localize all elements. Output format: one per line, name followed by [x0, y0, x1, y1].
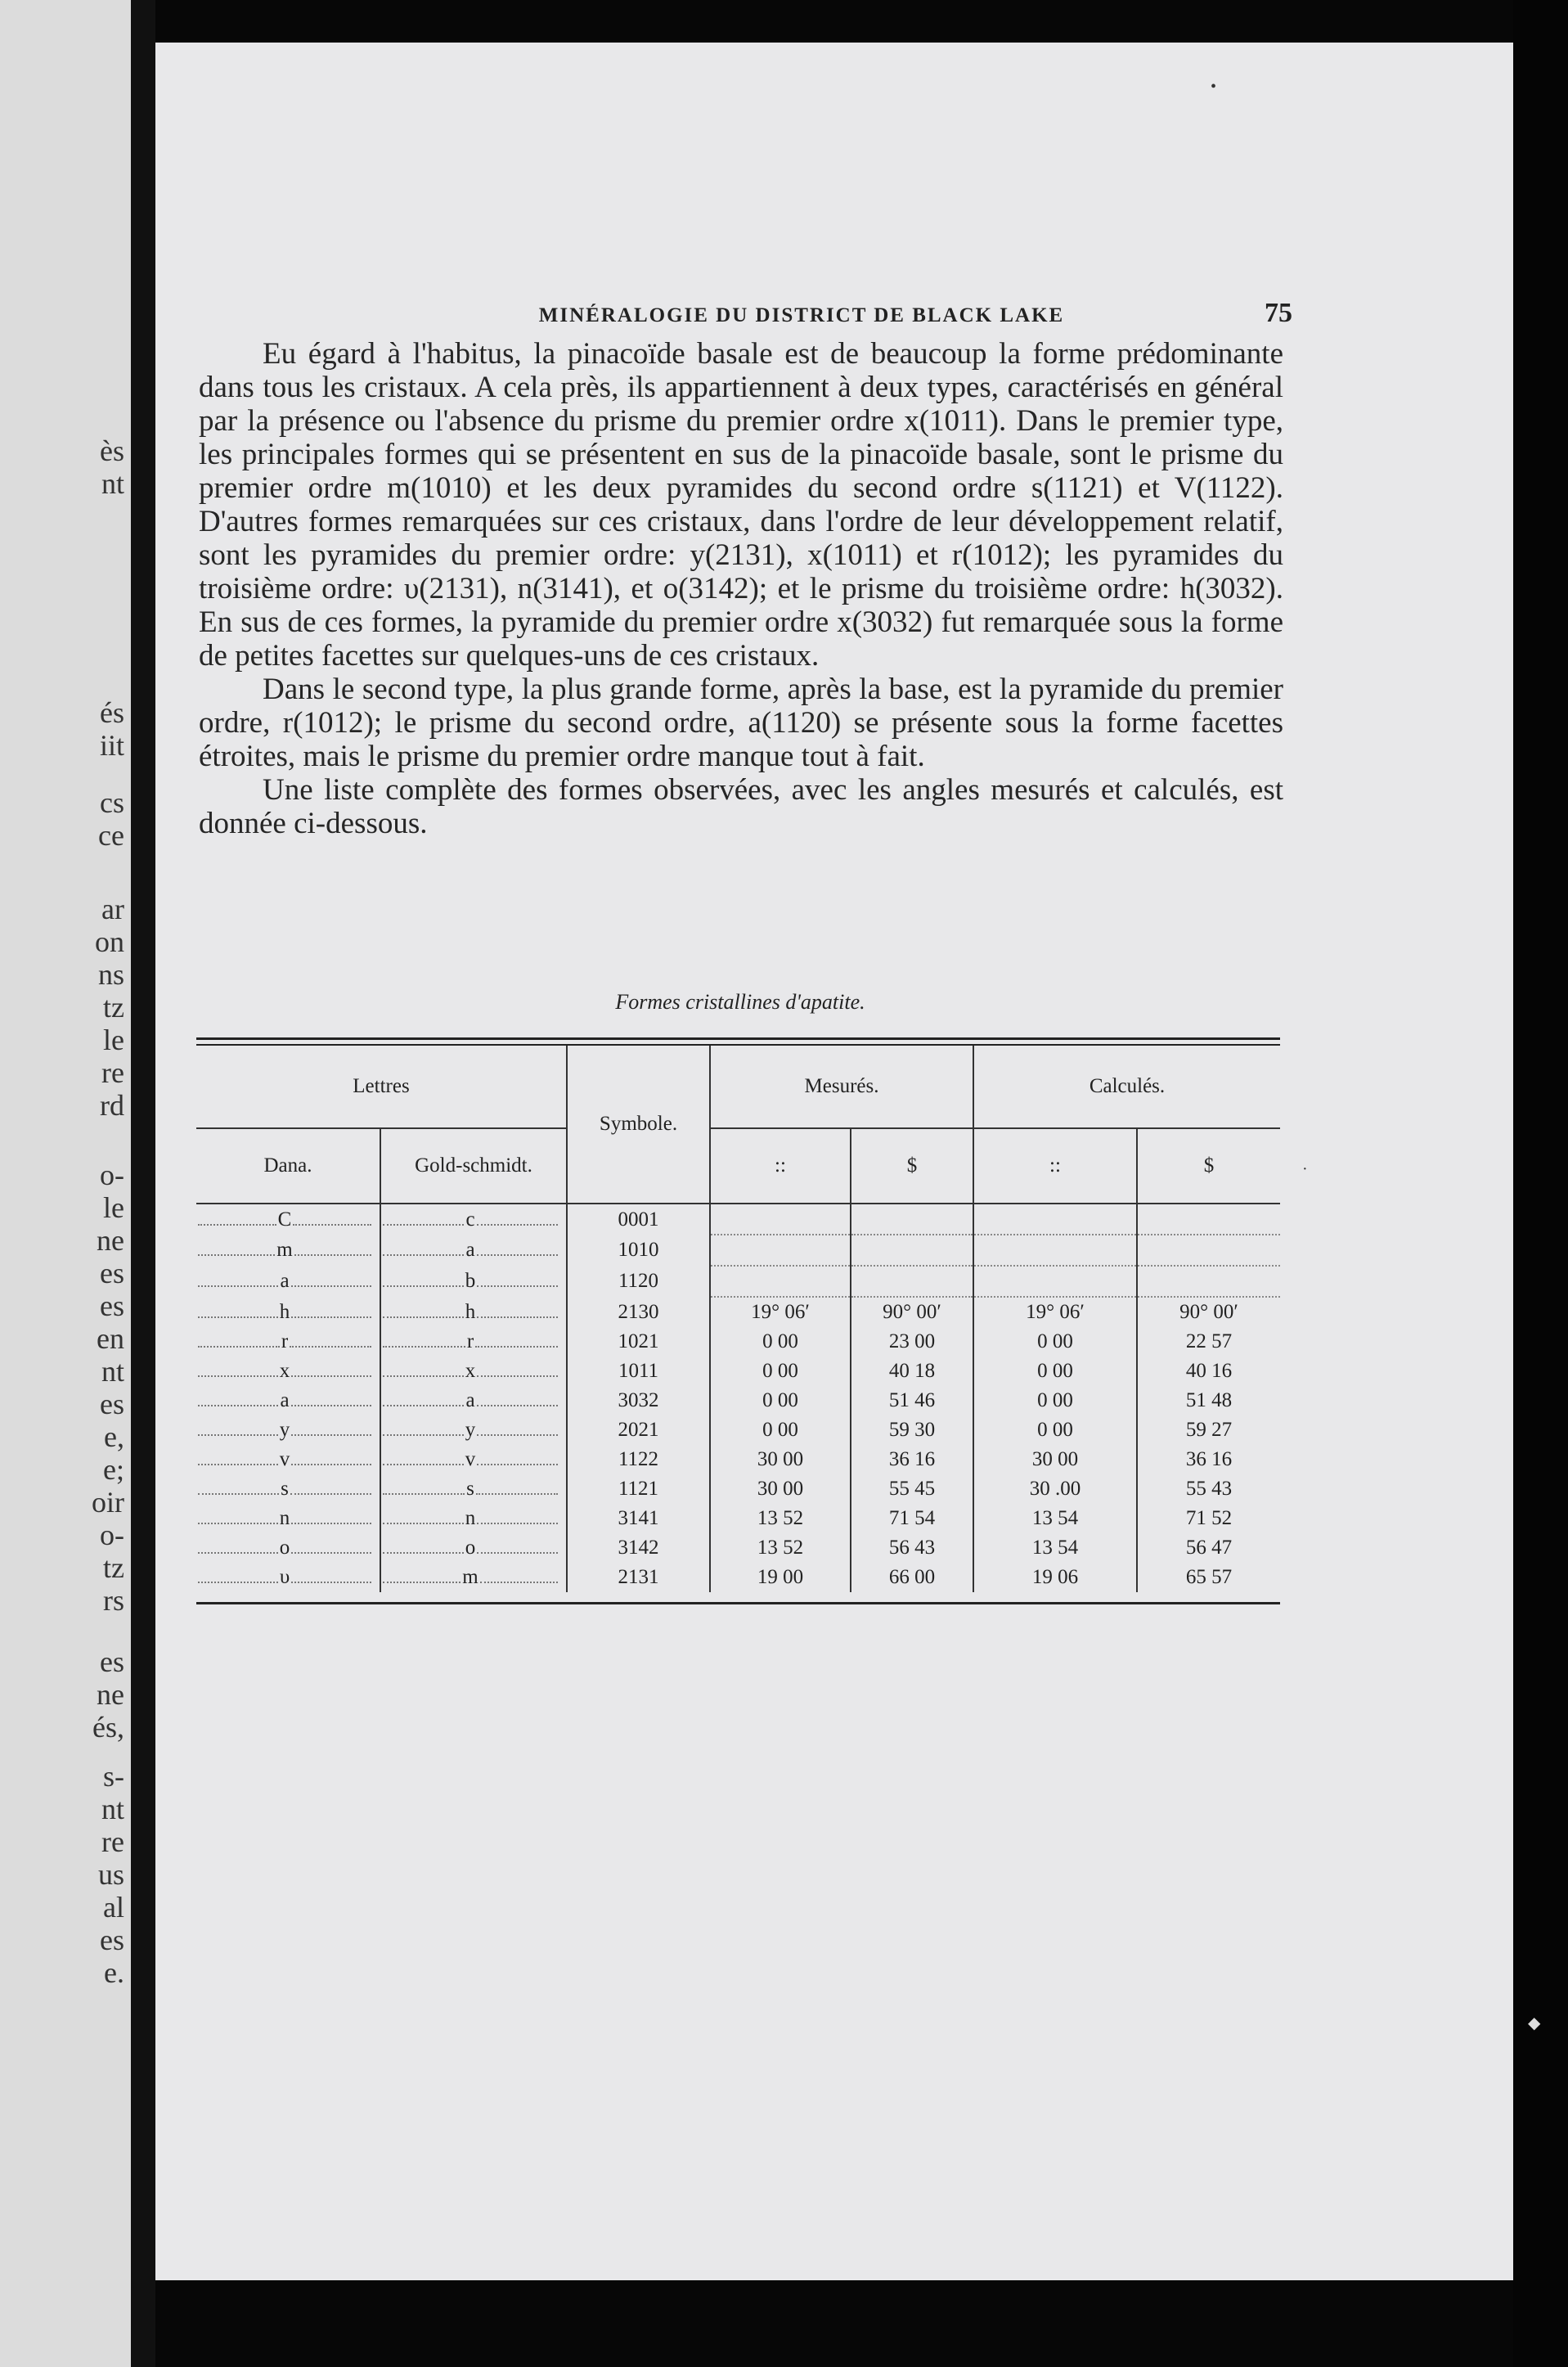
angle-cell: 0 00: [710, 1415, 851, 1445]
dana-letter: m: [276, 1239, 293, 1261]
scan-speck: ◆: [1528, 2014, 1541, 2032]
angle-cell: 56 47: [1137, 1533, 1280, 1563]
paragraph-2: Dans le second type, la plus grande forme, après la base, est la pyramide du premier ordre, r(1012); le prisme du second ordre, a(1120) se présente sous la forme facettes étroites, mais le prisme du premier ordre manque tout à fait.: [199, 673, 1283, 773]
facing-page-fragment: le: [103, 1024, 124, 1056]
facing-page-fragment: es: [100, 1289, 124, 1322]
angle-cell: [973, 1204, 1137, 1235]
angle-cell: 0 00: [710, 1357, 851, 1386]
header-dana: Dana.: [196, 1128, 380, 1204]
table-row: [196, 1297, 1280, 1327]
angle-cell: [710, 1235, 851, 1266]
angle-cell: 40 18: [851, 1357, 973, 1386]
angle-cell: 55 43: [1137, 1474, 1280, 1504]
angle-cell: [1137, 1266, 1280, 1297]
facing-page-fragment: e,: [104, 1420, 124, 1453]
angle-cell: 13 54: [973, 1504, 1137, 1533]
dana-letter: h: [279, 1300, 290, 1323]
dana-letter: n: [279, 1507, 290, 1529]
symbole-cell: 1120: [567, 1266, 710, 1297]
angle-cell: 22 57: [1137, 1327, 1280, 1357]
dana-letter: υ: [279, 1566, 290, 1588]
facing-page-fragment: oir: [92, 1486, 124, 1519]
formes-table: [196, 1046, 1280, 1592]
angle-cell: 0 00: [973, 1386, 1137, 1415]
angle-cell: 71 52: [1137, 1504, 1280, 1533]
angle-cell: 0 00: [973, 1415, 1137, 1445]
angle-cell: 59 27: [1137, 1415, 1280, 1445]
dana-letter: o: [279, 1537, 290, 1559]
angle-cell: 36 16: [1137, 1445, 1280, 1474]
symbole-cell: 1021: [567, 1327, 710, 1357]
table-body: [196, 1204, 1280, 1592]
header-calcules: Calculés.: [973, 1046, 1280, 1128]
angle-cell: 19° 06′: [973, 1297, 1137, 1327]
facing-page-fragment: re: [101, 1056, 124, 1089]
goldschmidt-letter: x: [465, 1360, 476, 1382]
angle-cell: [710, 1204, 851, 1235]
header-mesures-phi: ::: [710, 1128, 851, 1204]
facing-page-fragment: al: [103, 1891, 124, 1924]
facing-page-fragment: nt: [101, 467, 124, 500]
paragraph-1: Eu égard à l'habitus, la pinacoïde basale est de beaucoup la forme prédominante dans tous les cristaux. A cela près, ils appartiennent à deux types, caractérisés en général par la présence ou l'absence du prisme du premier ordre x(1011). Dans le premier type, les principales formes qui se présentent en sus de la pinacoïde basale, sont le prisme du premier ordre m(1010) et les deux pyramides du second ordre s(1121) et V(1122). D'autres formes remarquées sur ces cristaux, dans l'ordre de leur développement relatif, sont les pyramides du premier ordre: y(2131), x(1011) et r(1012); les pyramides du troisième ordre: υ(2131), n(3141), et o(3142); et le prisme du troisième ordre: h(3032). En sus de ces formes, la pyramide du premier ordre x(3032) fut remarquée sous la forme de petites facettes sur quelques-uns de ces cristaux.: [199, 337, 1283, 673]
angle-cell: 30 00: [973, 1445, 1137, 1474]
facing-page-fragment: rs: [103, 1584, 124, 1617]
table-row: [196, 1386, 1280, 1415]
angle-cell: [973, 1266, 1137, 1297]
angle-cell: 0 00: [973, 1357, 1137, 1386]
table-row: [196, 1474, 1280, 1504]
facing-page-fragment: es: [100, 1645, 124, 1678]
facing-page-fragment: tz: [103, 1551, 124, 1584]
symbole-cell: 0001: [567, 1204, 710, 1235]
angle-cell: 19 06: [973, 1563, 1137, 1592]
dana-letter: v: [279, 1448, 290, 1470]
facing-page-fragment: e;: [103, 1453, 124, 1486]
goldschmidt-letter: m: [462, 1566, 478, 1588]
facing-page-fragment: es: [100, 1388, 124, 1420]
angle-cell: [1137, 1235, 1280, 1266]
facing-page-fragment: és: [100, 696, 124, 729]
facing-page-fragment: ns: [97, 958, 124, 991]
header-goldschmidt: Gold-schmidt.: [380, 1128, 567, 1204]
facing-page-fragment: es: [100, 1924, 124, 1956]
angle-cell: 71 54: [851, 1504, 973, 1533]
table-row: [196, 1357, 1280, 1386]
paragraph-3: Une liste complète des formes observées, avec les angles mesurés et calculés, est donnée ci-dessous.: [199, 773, 1283, 840]
angle-cell: 13 52: [710, 1504, 851, 1533]
header-symbole: Symbole.: [567, 1046, 710, 1204]
dana-letter: s: [281, 1478, 289, 1500]
dana-letter: a: [280, 1270, 290, 1292]
goldschmidt-letter: b: [465, 1270, 476, 1292]
table-row: [196, 1415, 1280, 1445]
angle-cell: 19 00: [710, 1563, 851, 1592]
angle-cell: 40 16: [1137, 1357, 1280, 1386]
angle-cell: 66 00: [851, 1563, 973, 1592]
facing-page-fragment: s-: [103, 1760, 124, 1793]
facing-page-fragment: en: [97, 1322, 124, 1355]
table-caption: Formes cristallines d'apatite.: [615, 990, 865, 1014]
symbole-cell: 3032: [567, 1386, 710, 1415]
facing-page-fragment: ne: [97, 1678, 124, 1711]
facing-page-fragment: cs: [100, 786, 124, 819]
table-row: [196, 1327, 1280, 1357]
table-row: [196, 1235, 1280, 1266]
book-spine: [131, 0, 155, 2367]
angle-cell: [851, 1204, 973, 1235]
goldschmidt-letter: s: [466, 1478, 474, 1500]
angle-cell: 36 16: [851, 1445, 973, 1474]
angle-cell: 90° 00′: [1137, 1297, 1280, 1327]
goldschmidt-letter: c: [465, 1208, 475, 1231]
table-row: [196, 1533, 1280, 1563]
facing-page-fragment: iit: [99, 729, 124, 762]
facing-page-fragment: ce: [98, 819, 124, 852]
facing-page-strip: [0, 0, 131, 2367]
facing-page-fragment: on: [95, 925, 124, 958]
symbole-cell: 2021: [567, 1415, 710, 1445]
header-mesures: Mesurés.: [710, 1046, 973, 1128]
angle-cell: 55 45: [851, 1474, 973, 1504]
goldschmidt-letter: r: [466, 1330, 474, 1352]
facing-page-fragment: ne: [97, 1224, 124, 1257]
angle-cell: 65 57: [1137, 1563, 1280, 1592]
angle-cell: 19° 06′: [710, 1297, 851, 1327]
angle-cell: 30 00: [710, 1445, 851, 1474]
header-calcules-phi: ::: [973, 1128, 1137, 1204]
angle-cell: 51 48: [1137, 1386, 1280, 1415]
facing-page-fragment: ès: [100, 434, 124, 467]
dana-letter: a: [280, 1389, 290, 1411]
angle-cell: 30 .00: [973, 1474, 1137, 1504]
angle-cell: 0 00: [710, 1327, 851, 1357]
dana-letter: r: [281, 1330, 289, 1352]
facing-page-fragment: o-: [100, 1159, 124, 1191]
facing-page-fragment: nt: [101, 1355, 124, 1388]
facing-page-fragment: re: [101, 1825, 124, 1858]
angle-cell: 59 30: [851, 1415, 973, 1445]
symbole-cell: 3142: [567, 1533, 710, 1563]
goldschmidt-letter: a: [465, 1389, 475, 1411]
symbole-cell: 1010: [567, 1235, 710, 1266]
dana-letter: C: [277, 1208, 292, 1231]
scan-border: [1513, 0, 1568, 2367]
symbole-cell: 3141: [567, 1504, 710, 1533]
symbole-cell: 1122: [567, 1445, 710, 1474]
symbole-cell: 2131: [567, 1563, 710, 1592]
header-lettres: Lettres: [196, 1046, 567, 1128]
header-mesures-rho: $: [851, 1128, 973, 1204]
table-row: [196, 1204, 1280, 1235]
table-row: [196, 1445, 1280, 1474]
angle-cell: 56 43: [851, 1533, 973, 1563]
angle-cell: 23 00: [851, 1327, 973, 1357]
table-top-rule: [196, 1037, 1280, 1040]
goldschmidt-letter: y: [465, 1419, 476, 1441]
header-calcules-rho: $: [1137, 1128, 1280, 1204]
symbole-cell: 1121: [567, 1474, 710, 1504]
scan-speck: •: [1211, 78, 1217, 96]
angle-cell: 0 00: [710, 1386, 851, 1415]
symbole-cell: 1011: [567, 1357, 710, 1386]
scan-speck: ·: [1302, 1160, 1308, 1178]
facing-page-fragment: e.: [104, 1956, 124, 1989]
goldschmidt-letter: h: [465, 1300, 476, 1323]
facing-page-fragment: és,: [92, 1711, 124, 1744]
angle-cell: 0 00: [973, 1327, 1137, 1357]
table-row: [196, 1563, 1280, 1592]
table-row: [196, 1504, 1280, 1533]
symbole-cell: 2130: [567, 1297, 710, 1327]
angle-cell: 30 00: [710, 1474, 851, 1504]
angle-cell: [1137, 1204, 1280, 1235]
angle-cell: 13 52: [710, 1533, 851, 1563]
facing-page-fragment: rd: [100, 1089, 124, 1122]
facing-page-fragment: le: [103, 1191, 124, 1224]
angle-cell: [851, 1235, 973, 1266]
goldschmidt-letter: a: [465, 1239, 475, 1261]
angle-cell: 51 46: [851, 1386, 973, 1415]
angle-cell: [710, 1266, 851, 1297]
facing-page-fragment: ar: [101, 893, 124, 925]
goldschmidt-letter: n: [465, 1507, 476, 1529]
angle-cell: 90° 00′: [851, 1297, 973, 1327]
facing-page-fragment: tz: [103, 991, 124, 1024]
angle-cell: 13 54: [973, 1533, 1137, 1563]
facing-page-fragment: us: [97, 1858, 124, 1891]
angle-cell: [851, 1266, 973, 1297]
goldschmidt-letter: o: [465, 1537, 476, 1559]
page-number: 75: [1265, 298, 1292, 328]
running-head: MINÉRALOGIE DU DISTRICT DE BLACK LAKE: [538, 304, 1065, 326]
table-bottom-rule: [196, 1602, 1280, 1604]
table-row: [196, 1266, 1280, 1297]
dana-letter: y: [279, 1419, 290, 1441]
body-text: [199, 337, 1283, 840]
facing-page-fragment: es: [100, 1257, 124, 1289]
dana-letter: x: [279, 1360, 290, 1382]
goldschmidt-letter: v: [465, 1448, 476, 1470]
angle-cell: [973, 1235, 1137, 1266]
facing-page-fragment: o-: [100, 1519, 124, 1551]
facing-page-fragment: nt: [101, 1793, 124, 1825]
